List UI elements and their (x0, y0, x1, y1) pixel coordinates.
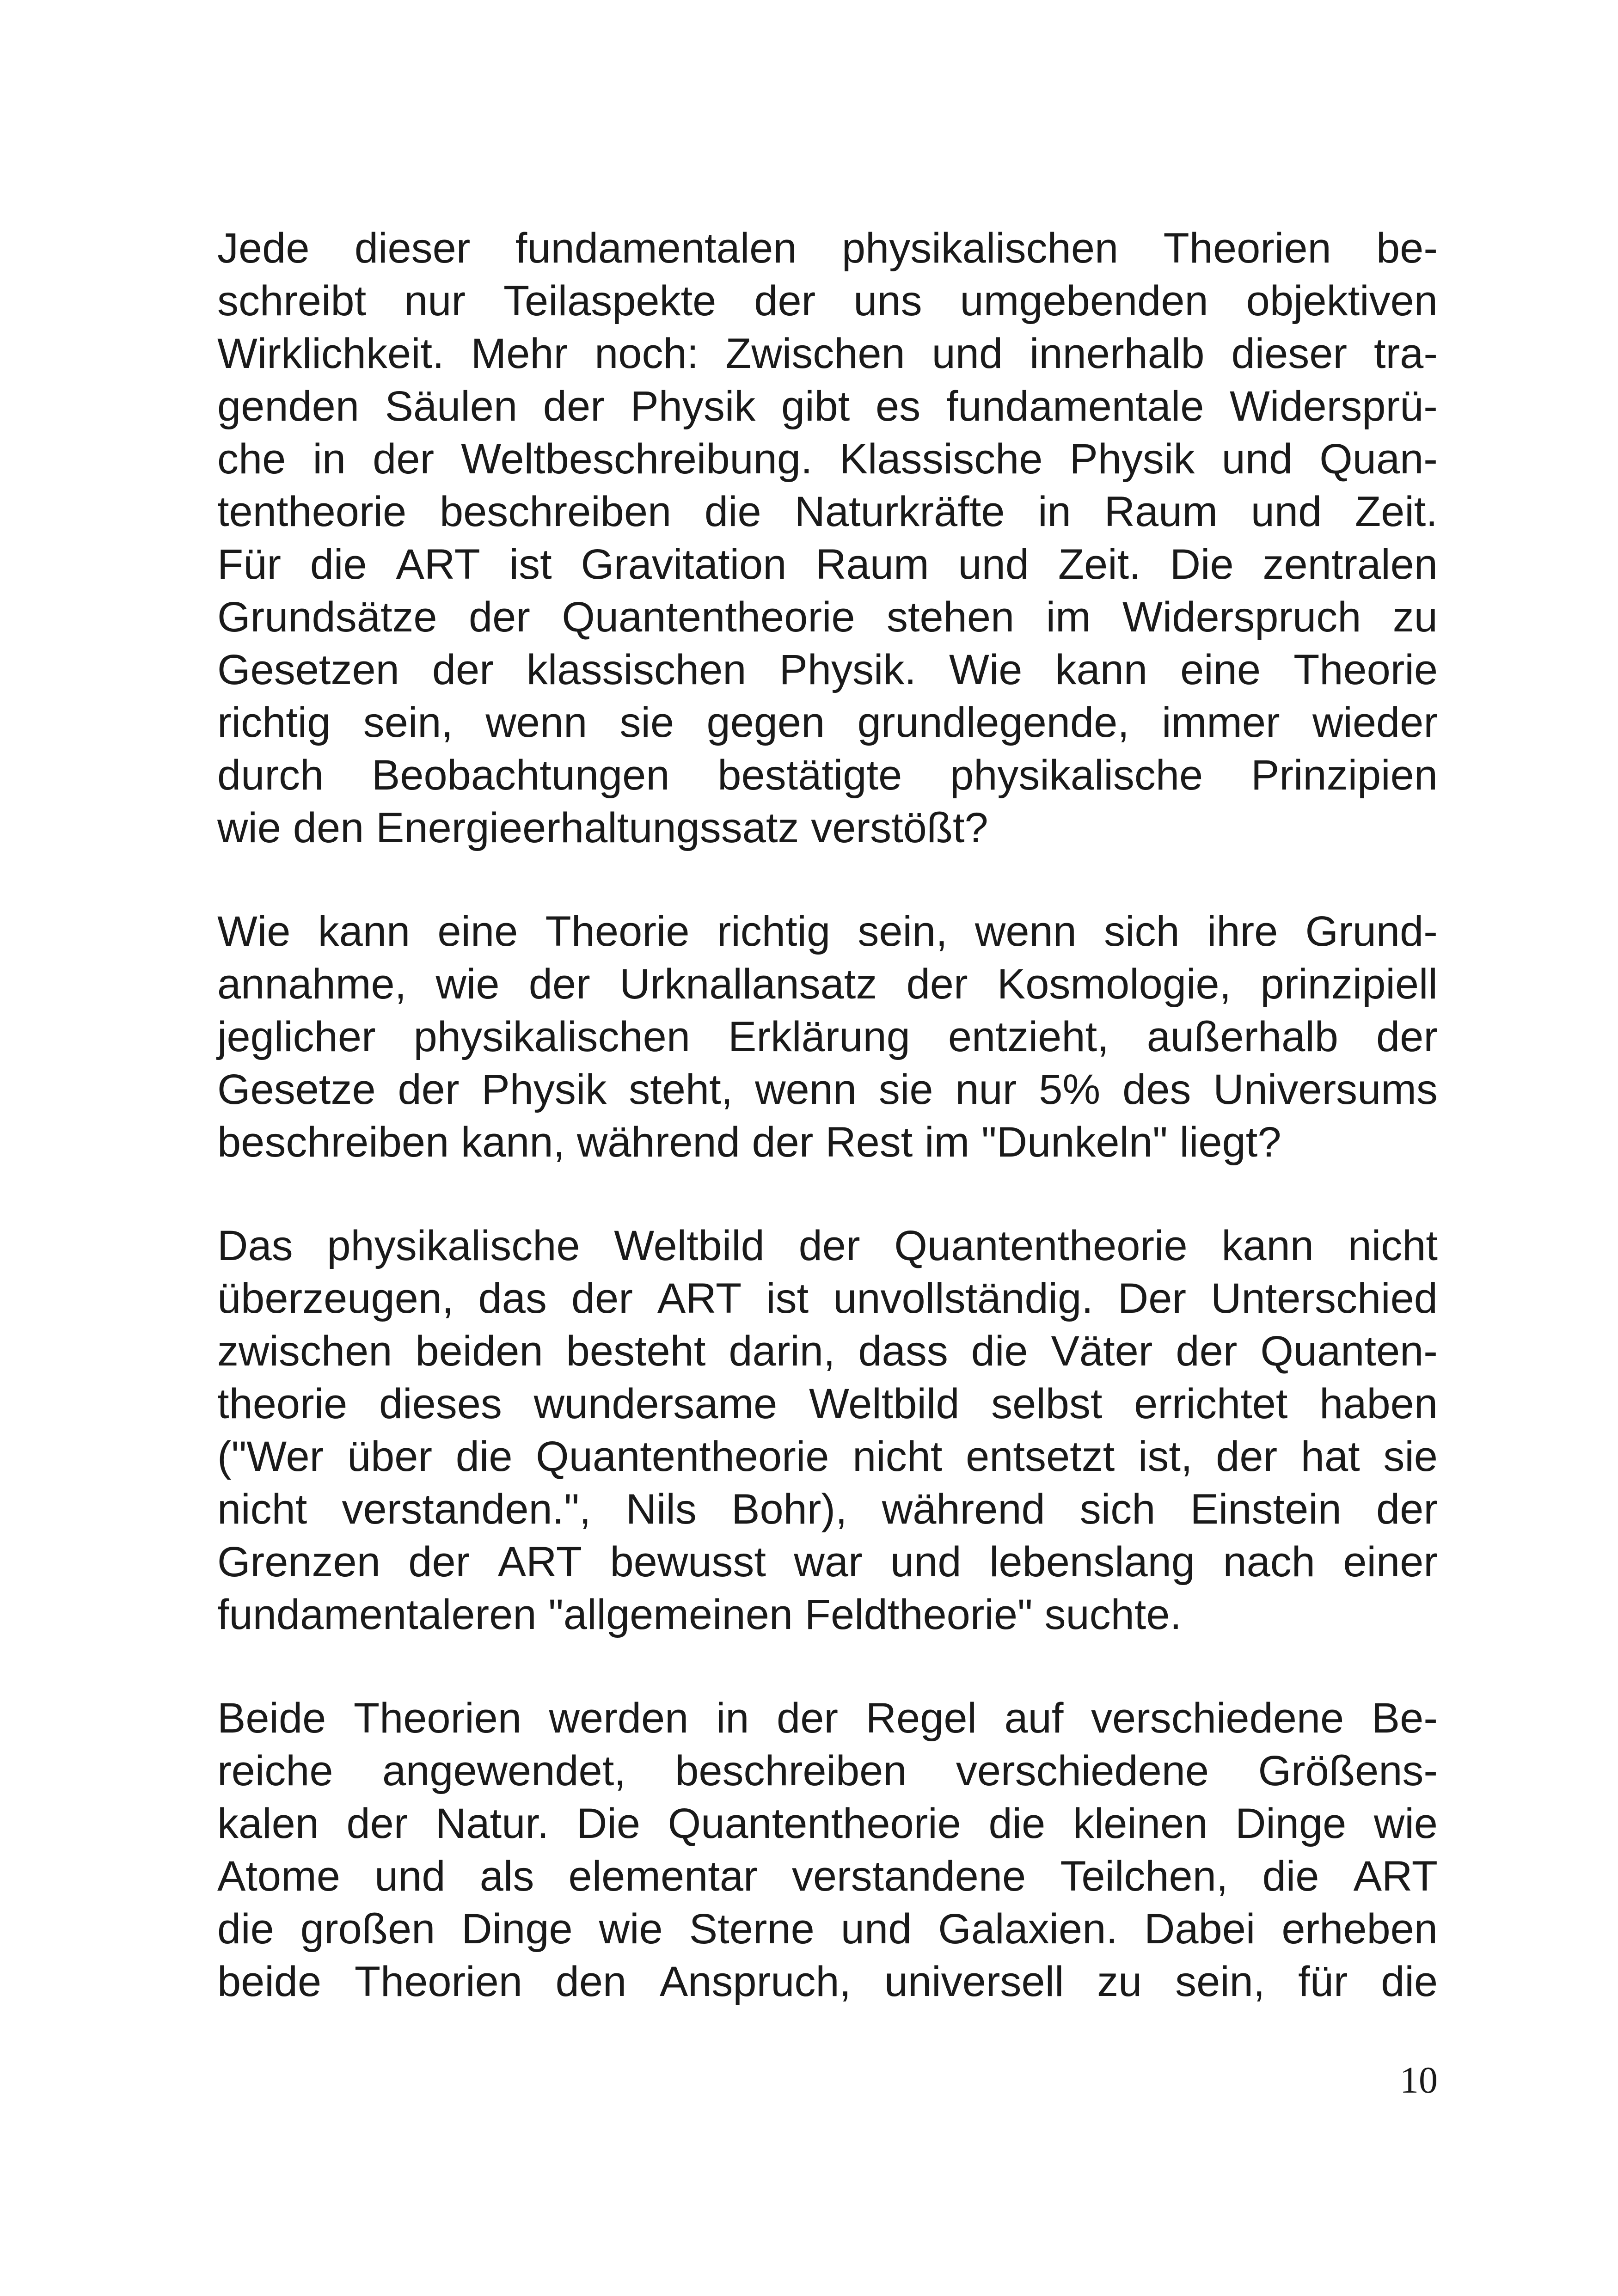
text-line: tentheorie beschreiben die Naturkräfte in Raum und Zeit. (217, 488, 1438, 535)
text-line: Atome und als elementar verstandene Teilchen, die ART (217, 1853, 1438, 1900)
text-line: wie den Energieerhaltungssatz verstößt? (217, 804, 988, 851)
text-line: zwischen beiden besteht darin, dass die Väter der Quanten- (217, 1328, 1438, 1375)
text-line: beide Theorien den Anspruch, universell zu sein, für die (217, 1958, 1438, 2005)
text-line: Jede dieser fundamentalen physikalischen Theorien be- (217, 225, 1438, 272)
text-line: überzeugen, das der ART ist unvollständig. Der Unterschied (217, 1275, 1438, 1322)
text-line: che in der Weltbeschreibung. Klassische Physik und Quan- (217, 435, 1438, 483)
text-line: fundamentaleren "allgemeinen Feldtheorie" suchte. (217, 1591, 1182, 1638)
paragraph (217, 905, 1438, 1169)
text-line: richtig sein, wenn sie gegen grundlegende, immer wieder (217, 699, 1438, 746)
text-line: Grundsätze der Quantentheorie stehen im Widerspruch zu (217, 594, 1438, 641)
text-line: genden Säulen der Physik gibt es fundamentale Widersprü- (217, 383, 1438, 430)
text-line: jeglicher physikalischen Erklärung entzieht, außerhalb der (217, 1013, 1438, 1060)
text-line: Gesetzen der klassischen Physik. Wie kann eine Theorie (217, 646, 1438, 693)
text-line: Wirklichkeit. Mehr noch: Zwischen und innerhalb dieser tra- (217, 330, 1438, 377)
paragraph-gap (217, 854, 1438, 905)
text-line: theorie dieses wundersame Weltbild selbst errichtet haben (217, 1380, 1438, 1427)
text-line: Wie kann eine Theorie richtig sein, wenn sich ihre Grund- (217, 908, 1438, 955)
text-line: kalen der Natur. Die Quantentheorie die kleinen Dinge wie (217, 1800, 1438, 1847)
text-line: Für die ART ist Gravitation Raum und Zeit. Die zentralen (217, 541, 1438, 588)
text-line: reiche angewendet, beschreiben verschiedene Größens- (217, 1747, 1438, 1794)
text-line: Beide Theorien werden in der Regel auf verschiedene Be- (217, 1695, 1438, 1742)
paragraph (217, 222, 1438, 854)
text-line: Gesetze der Physik steht, wenn sie nur 5% des Universums (217, 1066, 1438, 1113)
paragraph-gap (217, 1169, 1438, 1219)
page-body (217, 222, 1438, 2008)
text-line: annahme, wie der Urknallansatz der Kosmologie, prinzipiell (217, 961, 1438, 1008)
text-line: schreibt nur Teilaspekte der uns umgebenden objektiven (217, 277, 1438, 325)
paragraph (217, 1692, 1438, 2008)
paragraph-gap (217, 1641, 1438, 1692)
text-line: durch Beobachtungen bestätigte physikalische Prinzipien (217, 752, 1438, 799)
text-line: ("Wer über die Quantentheorie nicht entsetzt ist, der hat sie (217, 1433, 1438, 1480)
page-number: 10 (1400, 2059, 1438, 2101)
text-line: beschreiben kann, während der Rest im "Dunkeln" liegt? (217, 1119, 1281, 1166)
text-line: Das physikalische Weltbild der Quantentheorie kann nicht (217, 1222, 1438, 1269)
paragraph (217, 1219, 1438, 1641)
text-line: nicht verstanden.", Nils Bohr), während sich Einstein der (217, 1486, 1438, 1533)
text-line: die großen Dinge wie Sterne und Galaxien. Dabei erheben (217, 1905, 1438, 1953)
text-line: Grenzen der ART bewusst war und lebenslang nach einer (217, 1538, 1438, 1586)
